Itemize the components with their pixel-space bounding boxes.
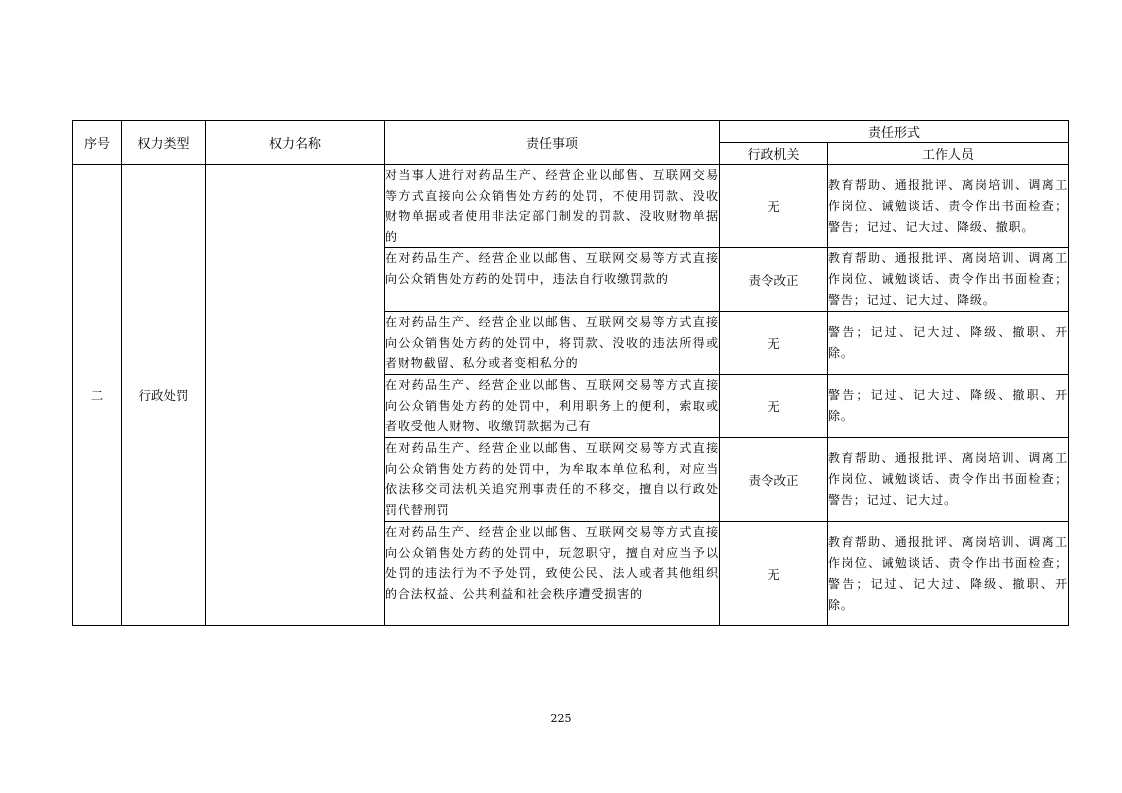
responsibility-table [72,120,1069,626]
row-admin: 无 [720,522,828,626]
row-staff: 教育帮助、通报批评、离岗培训、调离工作岗位、诫勉谈话、责令作出书面检查；警告；记过、记大过、降级。 [828,248,1069,312]
row-staff: 教育帮助、通报批评、离岗培训、调离工作岗位、诫勉谈话、责令作出书面检查；警告；记过、记大过、降级、撤职、开除。 [828,522,1069,626]
group-seq: 二 [73,165,122,626]
table-row [73,165,1069,248]
row-staff: 教育帮助、通报批评、离岗培训、调离工作岗位、诫勉谈话、责令作出书面检查；警告；记过、记大过、降级、撤职。 [828,165,1069,248]
group-power-name [206,165,385,626]
row-matter: 在对药品生产、经营企业以邮售、互联网交易等方式直接向公众销售处方药的处罚中，利用职务上的便利，索取或者收受他人财物、收缴罚款据为己有 [385,375,720,438]
row-matter: 在对药品生产、经营企业以邮售、互联网交易等方式直接向公众销售处方药的处罚中，违法自行收缴罚款的 [385,248,720,312]
row-matter: 在对药品生产、经营企业以邮售、互联网交易等方式直接向公众销售处方药的处罚中，玩忽职守，擅自对应当予以处罚的违法行为不予处罚，致使公民、法人或者其他组织的合法权益、公共利益和社会秩序遭受损害的 [385,522,720,626]
row-admin: 无 [720,165,828,248]
header-admin-org: 行政机关 [720,143,828,165]
row-matter: 在对药品生产、经营企业以邮售、互联网交易等方式直接向公众销售处方药的处罚中，将罚款、没收的违法所得或者财物截留、私分或者变相私分的 [385,312,720,375]
header-power-name: 权力名称 [206,121,385,165]
header-power-type: 权力类型 [122,121,206,165]
row-staff: 教育帮助、通报批评、离岗培训、调离工作岗位、诫勉谈话、责令作出书面检查；警告；记过、记大过。 [828,438,1069,522]
header-responsibility: 责任事项 [385,121,720,165]
row-admin: 责令改正 [720,248,828,312]
header-row-top [73,121,1069,143]
header-responsibility-form: 责任形式 [720,121,1069,143]
row-staff: 警告；记过、记大过、降级、撤职、开除。 [828,375,1069,438]
page-number: 225 [550,712,572,725]
header-staff: 工作人员 [828,143,1069,165]
row-matter: 对当事人进行对药品生产、经营企业以邮售、互联网交易等方式直接向公众销售处方药的处罚，不使用罚款、没收财物单据或者使用非法定部门制发的罚款、没收财物单据的 [385,165,720,248]
row-admin: 责令改正 [720,438,828,522]
row-admin: 无 [720,312,828,375]
header-seq: 序号 [73,121,122,165]
row-admin: 无 [720,375,828,438]
row-staff: 警告；记过、记大过、降级、撤职、开除。 [828,312,1069,375]
group-power-type: 行政处罚 [122,165,206,626]
row-matter: 在对药品生产、经营企业以邮售、互联网交易等方式直接向公众销售处方药的处罚中，为牟取本单位私利，对应当依法移交司法机关追究刑事责任的不移交，擅自以行政处罚代替刑罚 [385,438,720,522]
